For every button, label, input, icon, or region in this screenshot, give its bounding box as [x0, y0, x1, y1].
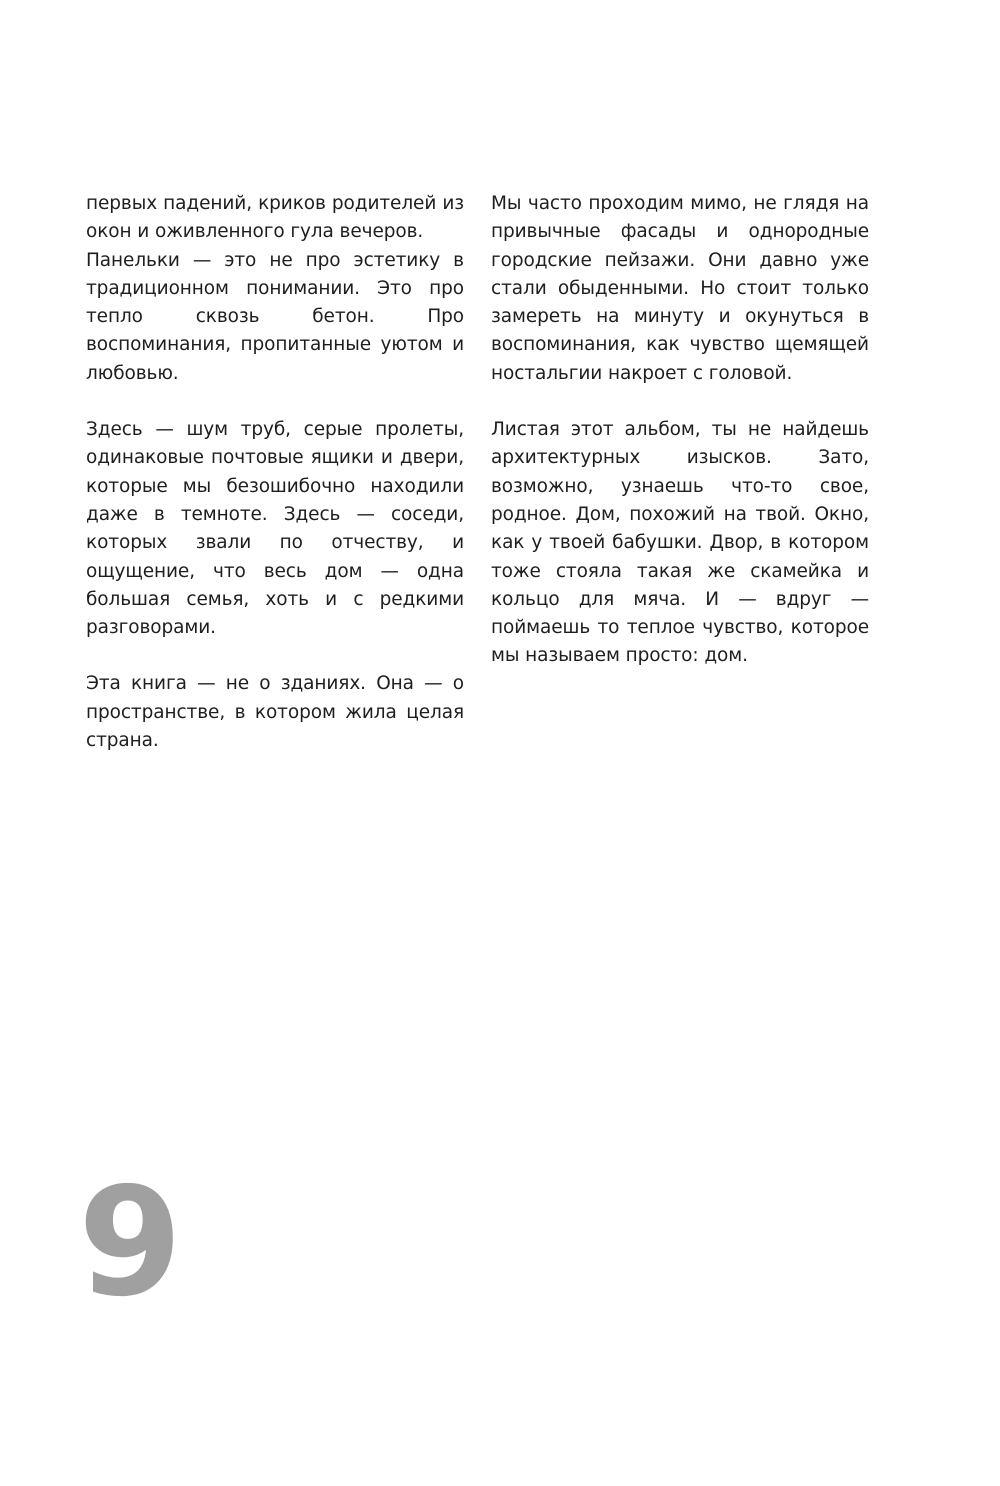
paragraph-eta-kniga: Эта книга — не о зданиях. Она — о пространстве, в котором жила целая страна.: [86, 673, 464, 752]
left-text-column: [86, 190, 464, 755]
paragraph-listaya: Листая этот альбом, ты не найдешь архитектурных изысков. Зато, возможно, узнаешь что-то свое, родное. Дом, похожий на твой. Окно, как у твоей бабушки. Двор, в котором тоже стояла такая же скамейка и кольцо для мяча. И — вдруг — поймаешь то теплое чувство, которое мы называем просто: дом.: [491, 419, 869, 667]
paragraph-continuation: первых падений, криков родителей из окон и оживленного гула вечеров.: [86, 193, 464, 243]
right-text-column: [491, 190, 869, 671]
paragraph-my-chasto: Мы часто проходим мимо, не глядя на привычные фасады и однородные городские пейзажи. Они давно уже стали обыденными. Но стоит только замереть на минуту и окунуться в воспоминания, как чувство щемящей ностальгии накроет с головой.: [491, 193, 869, 384]
paragraph-panelki: Панельки — это не про эстетику в традиционном понимании. Это про тепло сквозь бетон. Про воспоминания, пропитанные уютом и любовью.: [86, 249, 464, 384]
paragraph-zdes: Здесь — шум труб, серые пролеты, одинаковые почтовые ящики и двери, которые мы безошибочно находили даже в темноте. Здесь — соседи, которых звали по отчеству, и ощущение, что весь дом — одна большая семья, хоть и с редкими разговорами.: [86, 419, 464, 639]
page-number: 9: [78, 1156, 179, 1330]
